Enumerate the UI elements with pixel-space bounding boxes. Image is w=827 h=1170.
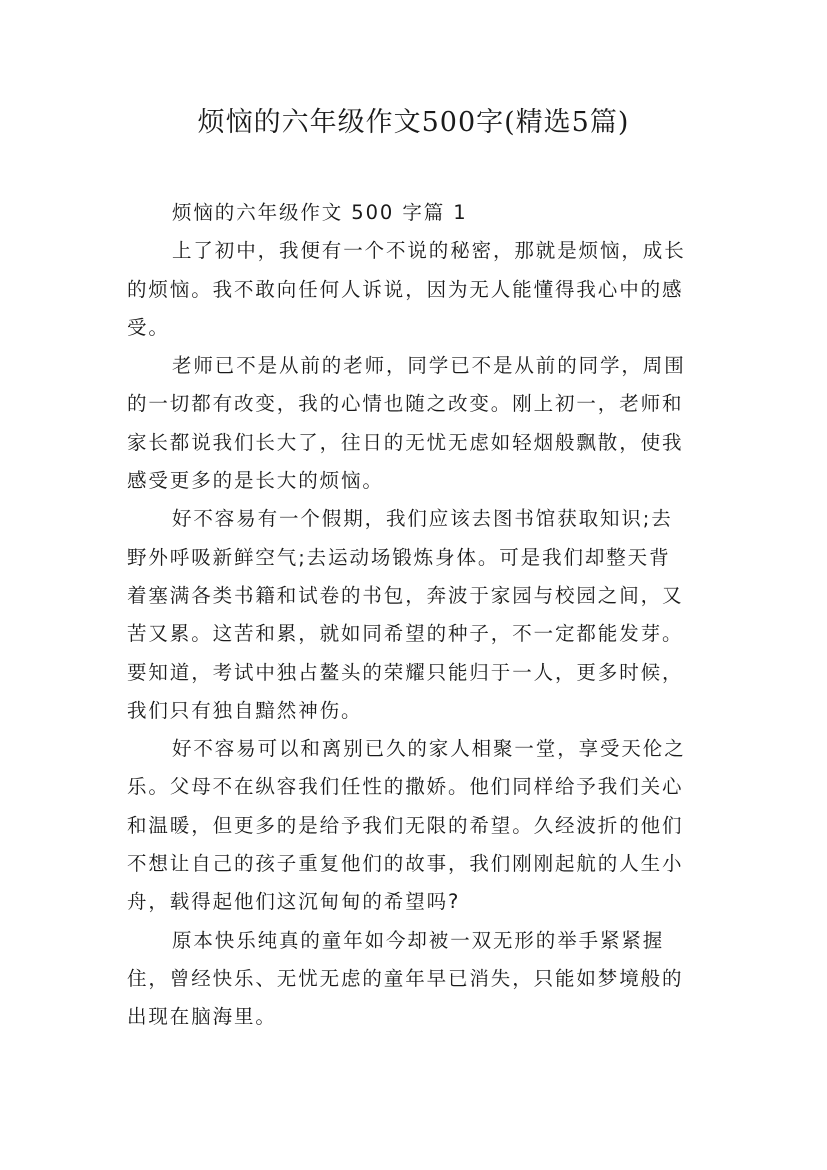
paragraph-line: 不想让自己的孩子重复他们的故事，我们刚刚起航的人生小 <box>127 852 684 876</box>
paragraph-line: 舟，载得起他们这沉甸甸的希望吗? <box>127 890 461 914</box>
paragraph-line: 住，曾经快乐、无忧无虑的童年早已消失，只能如梦境般的 <box>127 966 684 990</box>
section-heading: 烦恼的六年级作文 500 字篇 1 <box>172 201 468 224</box>
paragraph-line: 出现在脑海里。 <box>127 1005 277 1029</box>
paragraph-line: 野外呼吸新鲜空气;去运动场锻炼身体。可是我们却整天背 <box>127 545 671 569</box>
paragraph-line: 家长都说我们长大了，往日的无忧无虑如轻烟般飘散，使我 <box>127 430 684 454</box>
paragraph-line: 乐。父母不在纵容我们任性的撒娇。他们同样给予我们关心 <box>127 775 684 799</box>
paragraph-line: 好不容易可以和离别已久的家人相聚一堂，享受天伦之 <box>172 737 686 761</box>
paragraph-line: 感受更多的是长大的烦恼。 <box>127 469 384 493</box>
paragraph-5 <box>127 922 707 1037</box>
article-body <box>127 194 707 1037</box>
paragraph-line: 着塞满各类书籍和试卷的书包，奔波于家园与校园之间，又 <box>127 583 684 607</box>
paragraph-line: 要知道，考试中独占鳌头的荣耀只能归于一人，更多时候， <box>127 660 684 684</box>
paragraph-1 <box>127 232 707 347</box>
paragraph-line: 的一切都有改变，我的心情也随之改变。刚上初一，老师和 <box>127 392 684 416</box>
paragraph-4 <box>127 730 707 921</box>
paragraph-line: 受。 <box>127 315 170 339</box>
paragraph-3 <box>127 500 707 730</box>
paragraph-line: 原本快乐纯真的童年如今却被一双无形的举手紧紧握 <box>172 928 665 952</box>
paragraph-line: 我们只有独自黯然神伤。 <box>127 698 363 722</box>
paragraph-line: 苦又累。这苦和累，就如同希望的种子，不一定都能发芽。 <box>127 622 684 646</box>
paragraph-line: 上了初中，我便有一个不说的秘密，那就是烦恼，成长 <box>172 239 686 263</box>
paragraph-line: 好不容易有一个假期，我们应该去图书馆获取知识;去 <box>172 507 673 531</box>
paragraph-line: 老师已不是从前的老师，同学已不是从前的同学，周围 <box>172 354 686 378</box>
paragraph-line: 和温暖，但更多的是给予我们无限的希望。久经波折的他们 <box>127 813 684 837</box>
page-title: 烦恼的六年级作文500字(精选5篇) <box>197 107 630 138</box>
paragraph-line: 的烦恼。我不敢向任何人诉说，因为无人能懂得我心中的感 <box>127 277 684 301</box>
paragraph-2 <box>127 347 707 500</box>
